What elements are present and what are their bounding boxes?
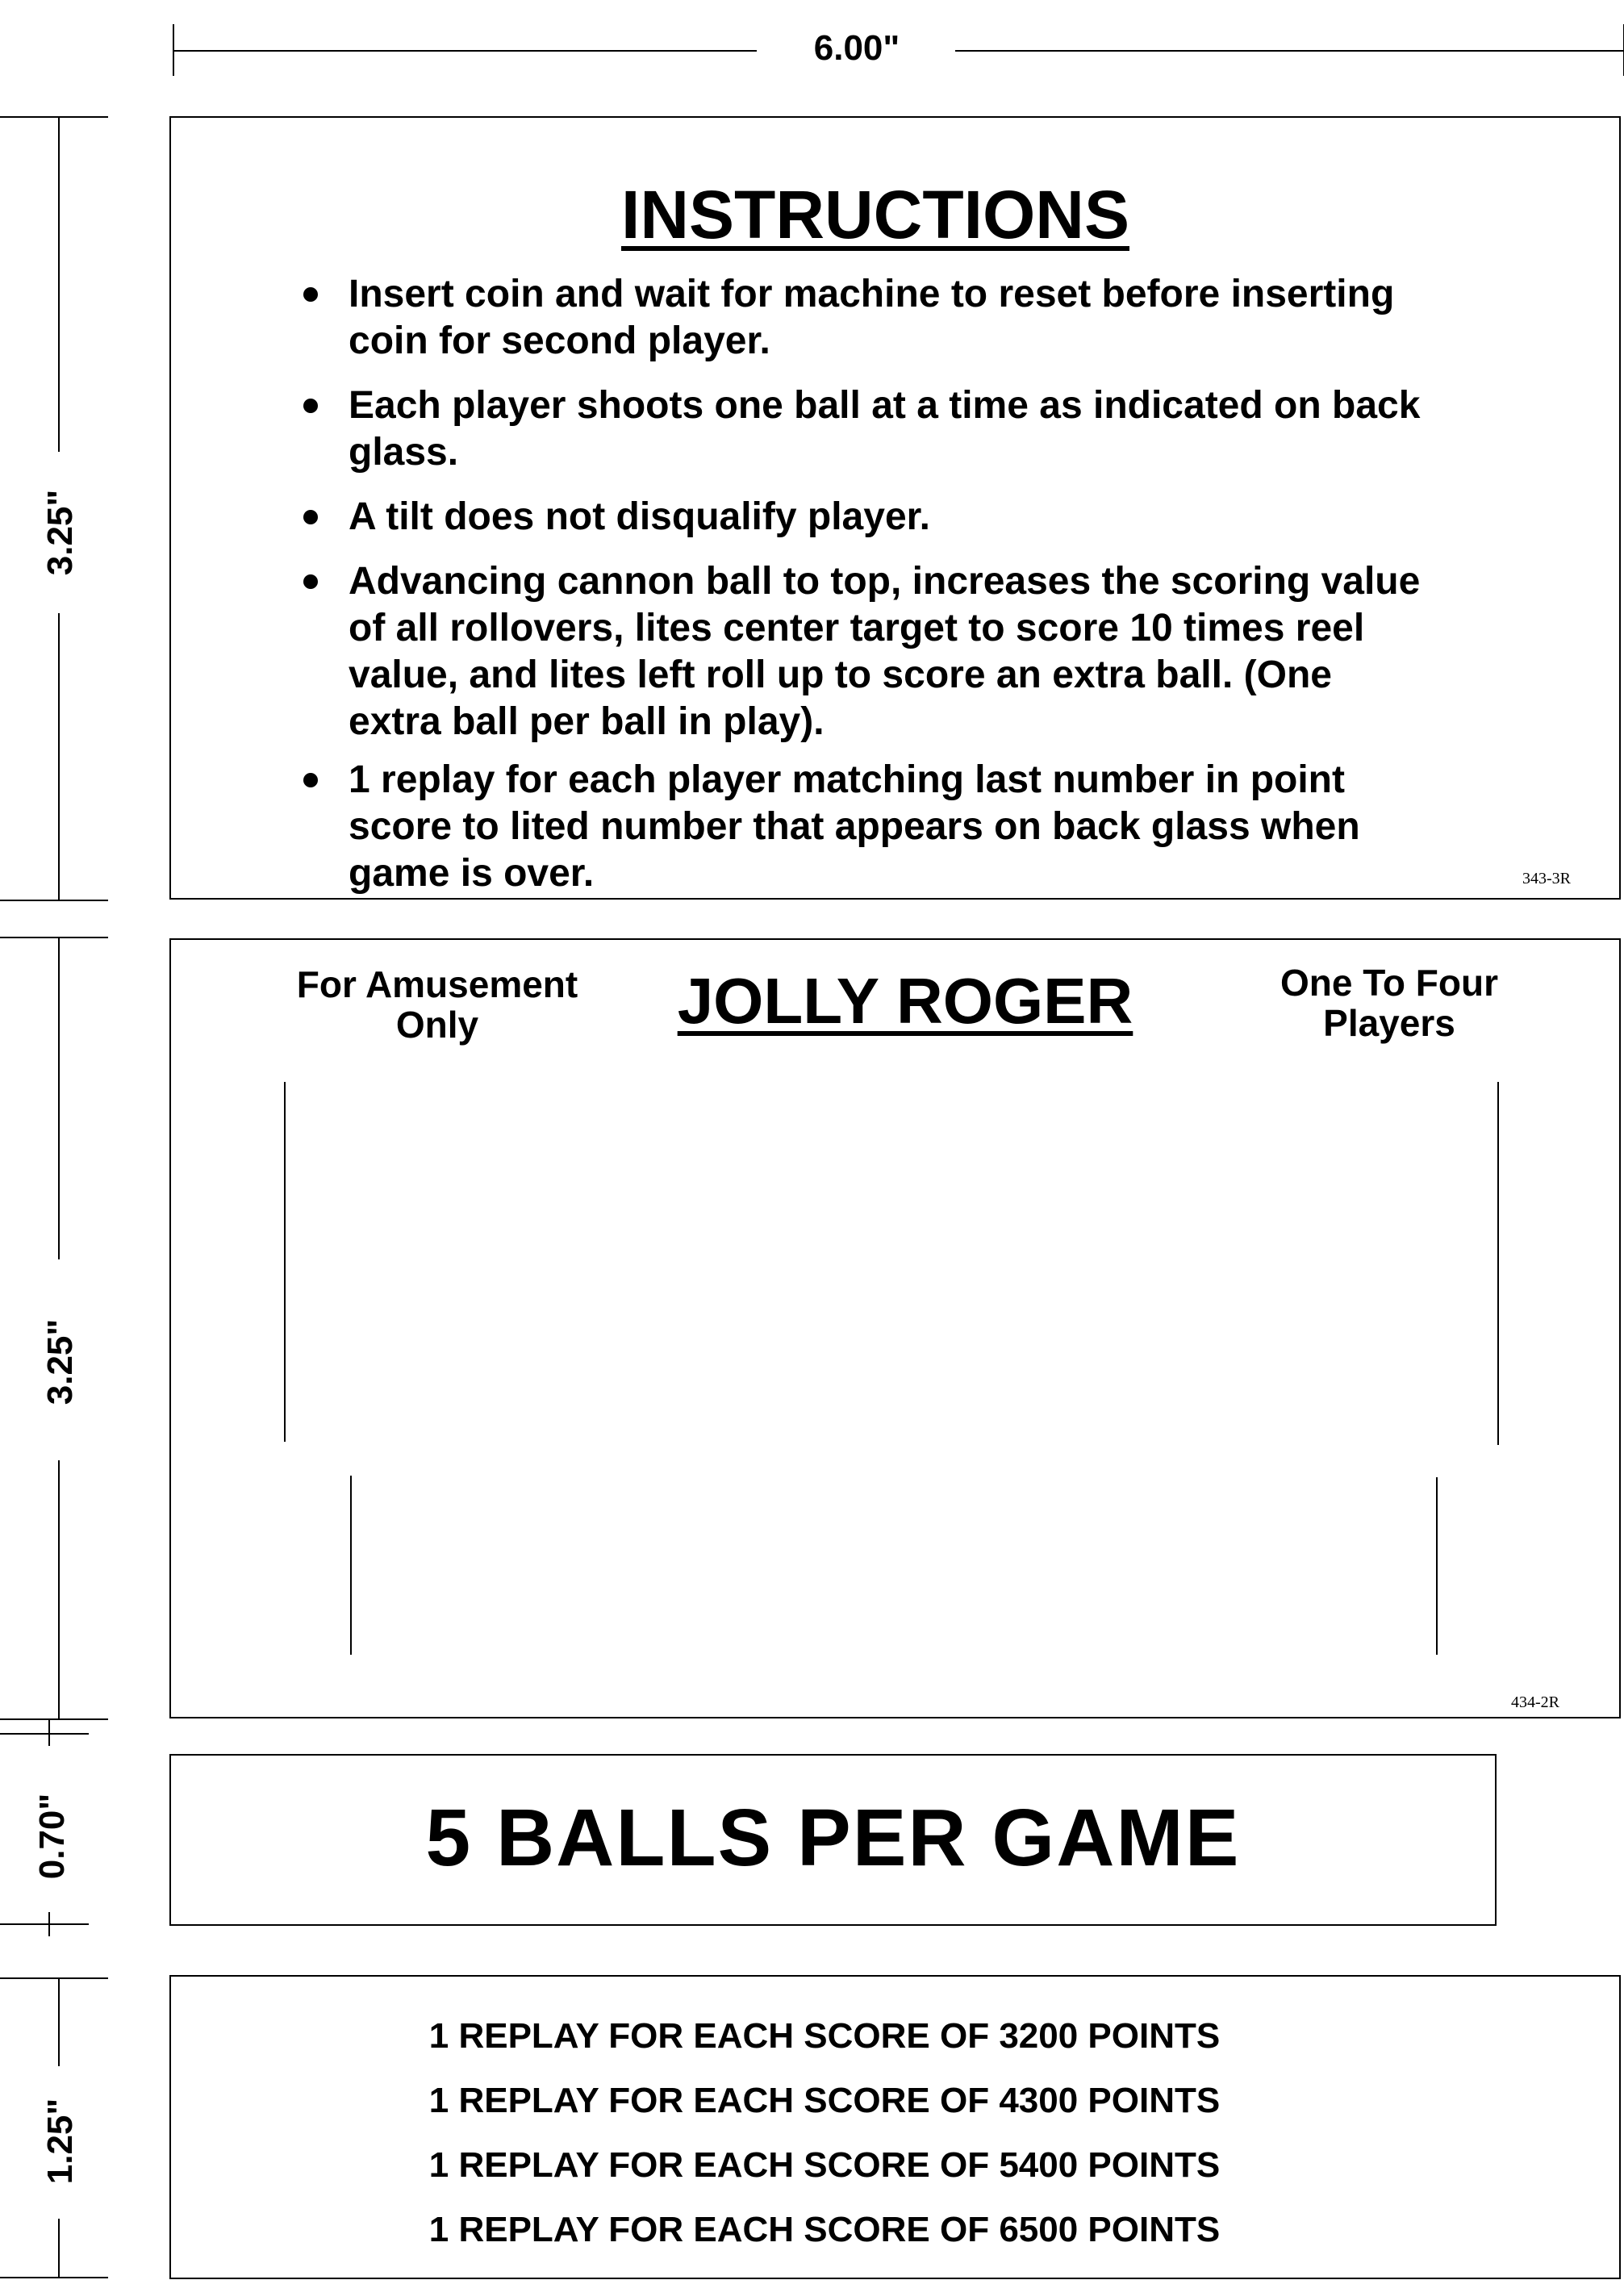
instruction-line: extra ball per ball in play). (349, 700, 825, 743)
replay-line: 1 REPLAY FOR EACH SCORE OF 3200 POINTS (428, 2016, 1221, 2056)
instr-dim-top-tick (0, 116, 108, 118)
instructions-title-text: INSTRUCTIONS (621, 177, 1129, 253)
replay-dim-line-top (58, 1977, 60, 2066)
balls-dim-top-tick (0, 1733, 89, 1735)
replay-dim-bottom-tick (0, 2277, 108, 2278)
instr-dim-line-bottom (58, 613, 60, 900)
instruction-item (284, 558, 1607, 745)
replay-card (169, 1975, 1621, 2279)
instruction-item (284, 382, 1607, 476)
width-dim-line-left (173, 50, 757, 52)
replay-dim-label: 1.25" (40, 2098, 80, 2185)
balls-card (169, 1754, 1497, 1926)
instr-dim-bottom-tick (0, 900, 108, 901)
title-card (169, 938, 1621, 1718)
instr-dim-label: 3.25" (40, 489, 80, 576)
instruction-line: glass. (349, 431, 459, 474)
instruction-line: A tilt does not disqualify player. (349, 495, 931, 538)
instruction-line: of all rollovers, lites center target to score 10 times reel (349, 607, 1365, 649)
instruction-item (284, 494, 1607, 541)
balls-dim-label: 0.70" (32, 1793, 72, 1880)
replay-dim-line-bottom (58, 2219, 60, 2277)
replay-line: 1 REPLAY FOR EACH SCORE OF 6500 POINTS (428, 2210, 1221, 2249)
balls-dim-line-bottom (48, 1912, 50, 1936)
instruction-line: Insert coin and wait for machine to reset before inserting (349, 273, 1395, 315)
title-card-code: 434-2R (1511, 1693, 1559, 1711)
instruction-item (284, 757, 1607, 897)
replay-line: 1 REPLAY FOR EACH SCORE OF 5400 POINTS (428, 2145, 1221, 2185)
instructions-code: 343-3R (1522, 870, 1571, 887)
game-title-text: JOLLY ROGER (677, 965, 1133, 1037)
instruction-line: Each player shoots one ball at a time as indicated on back (349, 384, 1421, 427)
title-dim-top-tick (0, 937, 108, 938)
title-dim-bottom-tick (0, 1718, 108, 1720)
width-dim-label: 6.00" (813, 28, 900, 68)
title-dim-label: 3.25" (40, 1318, 80, 1405)
instruction-line: game is over. (349, 852, 595, 895)
guide-line-right-outer (1497, 1082, 1499, 1445)
instructions-list (284, 271, 1607, 915)
width-dim-line-right (955, 50, 1623, 52)
guide-line-left-outer (284, 1082, 286, 1442)
guide-line-left-inner (350, 1476, 352, 1655)
instructions-title (171, 176, 1580, 254)
instr-dim-line-top (58, 116, 60, 452)
instruction-line: value, and lites left roll up to score an extra ball. (One (349, 654, 1332, 696)
title-dim-line-top (58, 937, 60, 1259)
players-line1: One To Four (1280, 962, 1498, 1004)
instruction-line: Advancing cannon ball to top, increases the scoring value (349, 560, 1421, 603)
instruction-line: 1 replay for each player matching last number in point (349, 758, 1345, 801)
balls-dim-line-top (48, 1718, 50, 1746)
replay-dim-top-tick (0, 1977, 108, 1979)
players-label (1228, 963, 1551, 1043)
amusement-line1: For Amusement (296, 963, 578, 1005)
amusement-label (276, 964, 599, 1045)
instruction-item (284, 271, 1607, 365)
instruction-line: score to lited number that appears on back glass when (349, 805, 1360, 848)
guide-line-right-inner (1436, 1477, 1438, 1655)
game-title (623, 964, 1188, 1038)
instructions-card (169, 116, 1621, 900)
balls-per-game-text: 5 BALLS PER GAME (425, 1793, 1241, 1883)
instruction-line: coin for second player. (349, 319, 770, 362)
amusement-line2: Only (395, 1004, 479, 1046)
balls-dim-bottom-tick (0, 1923, 89, 1925)
title-dim-line-bottom (58, 1460, 60, 1718)
players-line2: Players (1323, 1002, 1455, 1044)
replay-line: 1 REPLAY FOR EACH SCORE OF 4300 POINTS (428, 2081, 1221, 2120)
